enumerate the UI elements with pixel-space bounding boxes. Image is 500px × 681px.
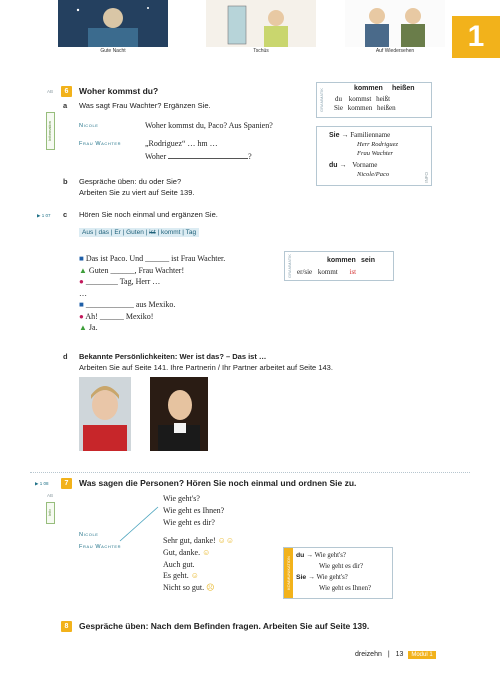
- portrait-photo-1: [79, 377, 131, 451]
- dialog-c-line-7: [79, 322, 225, 334]
- illustration-goodbye: [345, 0, 445, 47]
- audio-track-107[interactable]: ▶ 1 07: [37, 213, 51, 218]
- portrait-photo-2: [150, 377, 208, 451]
- module-tag: Modul 1: [408, 651, 435, 659]
- form-kommst: kommst: [348, 95, 372, 103]
- sad-face-icon: ☹: [206, 583, 215, 593]
- grammar2-header-kommen: kommen: [327, 257, 356, 264]
- task-b-instruction-2: Arbeiten Sie zu viert auf Seite 139.: [79, 188, 195, 197]
- answer-2: [163, 547, 234, 559]
- triangle-marker-icon: ▲: [79, 323, 87, 332]
- ab-reference: AB: [47, 89, 54, 94]
- answer-3-text: Auch gut.: [163, 559, 195, 569]
- chapter-number-tab: 1: [452, 16, 500, 58]
- neutral-face-icon: ☺: [190, 571, 199, 581]
- information-side-tab: Information: [46, 112, 55, 150]
- question-1: Wie geht's?: [163, 494, 200, 503]
- speaker-frau-wachter: Frau Wachter: [79, 141, 122, 147]
- task-c-instruction: Hören Sie noch einmal und ergänzen Sie.: [79, 210, 218, 219]
- question-2: Wie geht es Ihnen?: [163, 506, 225, 515]
- comm-row-4: Wie geht es Ihnen?: [319, 585, 372, 592]
- dialog-c-text-6: Ah! ______ Mexiko!: [85, 311, 154, 321]
- dialog-c-line-3: [79, 276, 225, 288]
- info-side-tab-7: Info: [46, 502, 55, 524]
- divider-line: [30, 472, 470, 473]
- audio-track-108[interactable]: ▶ 1 08: [35, 481, 49, 486]
- pronoun-du: du: [335, 95, 342, 103]
- exercise-7-badge: 7: [61, 478, 72, 489]
- info-key-sie: Sie →: [329, 132, 349, 139]
- word-aus: Aus: [82, 229, 94, 236]
- word-guten: Guten: [126, 229, 144, 236]
- answer-5: [163, 582, 234, 594]
- answer-4: [163, 570, 234, 582]
- dialog-line-1: Woher kommst du, Paco? Aus Spanien?: [145, 121, 273, 130]
- comm-row-2: Wie geht es dir?: [319, 563, 364, 570]
- word-kommt: kommt: [160, 229, 181, 236]
- exercise-6-title: Woher kommst du?: [79, 86, 159, 96]
- word-das: das: [98, 229, 109, 236]
- info-value-vorname: Vorname: [352, 161, 378, 169]
- info-example-nicole-paco: Nicole/Paco: [357, 171, 390, 178]
- page-number: 13: [395, 651, 404, 658]
- answer-5-text: Nicht so gut.: [163, 583, 205, 593]
- speaker-frau-wachter-7: Frau Wachter: [79, 544, 122, 550]
- info-row-du: [329, 161, 377, 169]
- smiley-icon: ☺: [202, 547, 211, 557]
- dialog-c-line-6: [79, 311, 225, 323]
- exercise-8-title: Gespräche üben: Nach dem Befinden fragen. Arbeiten Sie auf Seite 139.: [79, 621, 370, 631]
- speaker-nicole: Nicole: [79, 123, 99, 129]
- info-row-sie: [329, 131, 390, 139]
- dialog-c-text-3: ________ Tag, Herr …: [85, 277, 161, 286]
- dialog-line-3-end: ?: [248, 152, 252, 161]
- word-er: Er: [114, 229, 121, 236]
- form-heisst: heißt: [376, 95, 391, 103]
- caption-auf-wiedersehen: Auf Wiedersehen: [375, 48, 415, 54]
- dialog-line-3: [145, 151, 252, 161]
- portrait-man-icon: [150, 377, 208, 451]
- answer-blank[interactable]: [168, 151, 248, 159]
- info-example-herr-rodriguez: Herr Rodriguez: [357, 141, 398, 148]
- photo-tschues: [206, 0, 316, 47]
- dialog-line-3-text: Woher: [145, 152, 167, 161]
- task-c-letter: c: [63, 210, 68, 219]
- comm-value-1: Wie geht's?: [314, 552, 346, 559]
- page-footer: [355, 651, 436, 658]
- form-heissen: heißen: [376, 104, 396, 112]
- dialog-c-text-4: …: [79, 288, 87, 298]
- info-example-frau-wachter: Frau Wachter: [357, 150, 394, 157]
- dialog-c-text-5: ____________ aus Mexiko.: [85, 300, 176, 309]
- word-ist: ist: [149, 229, 156, 236]
- illustration-night: [58, 0, 168, 47]
- exercise-8-badge: 8: [61, 621, 72, 632]
- task-d-instruction: Bekannte Persönlichkeiten: Wer ist das? – Das ist …: [79, 352, 267, 361]
- info-tag: INFO: [424, 172, 429, 183]
- communication-box: [283, 547, 393, 599]
- speaker-nicole-7: Nicole: [79, 532, 99, 538]
- square-marker-icon: ■: [79, 254, 84, 263]
- photo-gute-nacht: [58, 0, 168, 47]
- task-d-instruction-2: Arbeiten Sie auf Seite 141. Ihre Partnerin / Ihr Partner arbeitet auf Seite 143.: [79, 363, 333, 372]
- questions-list: [163, 493, 224, 529]
- photo-auf-wiedersehen: [345, 0, 445, 47]
- exercise-7-title: Was sagen die Personen? Hören Sie noch einmal und ordnen Sie zu.: [79, 478, 357, 488]
- caption-tschues: Tschüs: [253, 48, 269, 54]
- answers-list: [163, 535, 234, 594]
- form-kommen: kommen: [347, 104, 373, 112]
- grammar-header-kommen: kommen: [354, 85, 383, 92]
- triangle-marker-icon: ▲: [79, 265, 87, 275]
- grammar-row-sie: [334, 104, 396, 112]
- comm-row-1: [296, 552, 346, 559]
- dialog-c-line-2: [79, 265, 225, 277]
- info-value-familienname: Familienname: [350, 131, 391, 139]
- comm-value-3: Wie geht's?: [316, 574, 348, 581]
- smiley-icon: ☺☺: [217, 536, 234, 545]
- info-key-du: du →: [329, 162, 347, 169]
- grammar2-row: [297, 268, 356, 276]
- communication-label: KOMMUNIKATION: [284, 548, 293, 598]
- illustration-bye: [206, 0, 316, 47]
- word-tag: Tag: [185, 229, 197, 236]
- form-ist: ist: [349, 268, 357, 276]
- answer-1: [163, 535, 234, 547]
- answer-3: [163, 559, 234, 571]
- dialog-line-2: „Rodriguez“ … hm …: [145, 139, 218, 148]
- info-box-name-usage: [316, 126, 432, 186]
- task-d-letter: d: [63, 352, 68, 361]
- portrait-woman-icon: [79, 377, 131, 451]
- task-a-letter: a: [63, 101, 68, 110]
- grammar-label-2: GRAMMATIK: [285, 252, 294, 280]
- grammar-row-du: [335, 95, 390, 103]
- pronoun-er-sie: er/sie: [297, 268, 313, 276]
- square-marker-icon: ■: [79, 300, 84, 309]
- dialog-c-line-5: [79, 299, 225, 311]
- comm-row-3: [296, 574, 348, 581]
- dialog-c-text-1: Das ist Paco. Und ______ ist Frau Wachter.: [85, 254, 226, 263]
- dot-marker-icon: ●: [79, 277, 84, 286]
- answer-2-text: Gut, danke.: [163, 547, 201, 557]
- task-b-letter: b: [63, 177, 68, 186]
- comm-key-du: du →: [296, 552, 313, 559]
- dialog-c-text-2: Guten ______, Frau Wachter!: [88, 265, 185, 275]
- answer-4-text: Es geht.: [163, 571, 189, 581]
- question-3: Wie geht es dir?: [163, 518, 215, 527]
- dot-marker-icon: ●: [79, 311, 84, 321]
- page-word: dreizehn: [355, 651, 382, 658]
- dialog-c-line-4: [79, 288, 225, 300]
- word-bank: Aus | das | Er | Guten | ist | kommt | Tag: [79, 228, 199, 237]
- form-kommt: kommt: [317, 268, 338, 276]
- comm-key-sie: Sie →: [296, 574, 315, 581]
- exercise-6-badge: 6: [61, 86, 72, 97]
- footer-separator: |: [387, 651, 390, 658]
- pronoun-sie: Sie: [334, 104, 343, 112]
- top-illustration-strip: [0, 0, 500, 58]
- dialog-c: [79, 253, 225, 334]
- dialog-c-text-7: Ja.: [88, 323, 98, 332]
- task-b-instruction: Gespräche üben: du oder Sie?: [79, 177, 182, 186]
- grammar-box-kommen-sein: [284, 251, 394, 281]
- grammar-box-kommen-heissen: [316, 82, 432, 118]
- caption-gute-nacht: Gute Nacht: [100, 48, 126, 54]
- grammar-label: GRAMMATIK: [317, 83, 326, 117]
- task-a-instruction: Was sagt Frau Wachter? Ergänzen Sie.: [79, 101, 211, 110]
- grammar2-header-sein: sein: [361, 257, 376, 264]
- dialog-c-line-1: [79, 253, 225, 265]
- grammar-header-heissen: heißen: [392, 85, 415, 92]
- answer-1-text: Sehr gut, danke!: [163, 536, 216, 545]
- ab-reference-7: AB: [47, 493, 54, 498]
